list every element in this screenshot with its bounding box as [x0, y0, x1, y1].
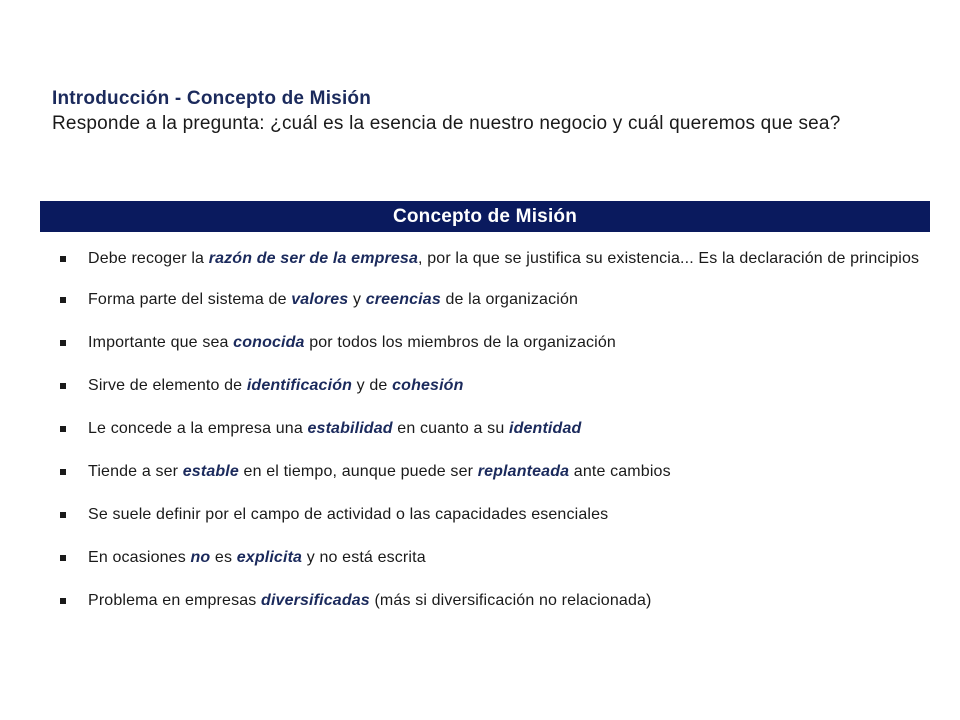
item-text: y de	[352, 377, 393, 394]
emphasized-text: estable	[182, 463, 239, 480]
item-text: en el tiempo, aunque puede ser	[238, 463, 478, 480]
emphasized-text: estabilidad	[307, 420, 393, 437]
list-item	[60, 287, 920, 313]
square-bullet-icon	[60, 297, 66, 303]
emphasized-text: replanteada	[477, 463, 570, 480]
item-text: , por la que se justifica su existencia... Es la declaración de principios	[418, 250, 920, 267]
item-text: Sirve de elemento de	[88, 377, 247, 394]
square-bullet-icon	[60, 512, 66, 518]
list-item	[60, 330, 920, 356]
emphasized-text: cohesión	[392, 377, 464, 394]
list-item	[60, 502, 920, 528]
item-text: y no está escrita	[302, 549, 426, 566]
section-banner: Concepto de Misión	[40, 201, 930, 232]
item-text: En ocasiones	[88, 549, 191, 566]
square-bullet-icon	[60, 256, 66, 262]
emphasized-text: conocida	[233, 334, 305, 351]
item-text: en cuanto a su	[392, 420, 509, 437]
square-bullet-icon	[60, 340, 66, 346]
item-text: ante cambios	[569, 463, 671, 480]
item-text: Problema en empresas	[88, 592, 262, 609]
slide-header	[52, 86, 912, 136]
emphasized-text: razón de ser de la empresa	[208, 250, 419, 267]
item-text: Se suele definir por el campo de actividad o las capacidades esenciales	[88, 506, 609, 523]
slide-title: Introducción - Concepto de Misión	[52, 88, 372, 109]
slide-subtitle: Responde a la pregunta: ¿cuál es la esencia de nuestro negocio y cuál queremos que sea?	[52, 113, 841, 134]
emphasized-text: explicita	[236, 549, 303, 566]
item-text: y	[348, 291, 366, 308]
emphasized-text: diversificadas	[261, 592, 370, 609]
list-item	[60, 545, 920, 571]
square-bullet-icon	[60, 469, 66, 475]
emphasized-text: identidad	[508, 420, 582, 437]
bullet-list	[60, 246, 920, 631]
item-text: Le concede a la empresa una	[88, 420, 308, 437]
list-item	[60, 373, 920, 399]
square-bullet-icon	[60, 383, 66, 389]
list-item	[60, 459, 920, 485]
item-text: (más si diversificación no relacionada)	[369, 592, 652, 609]
square-bullet-icon	[60, 426, 66, 432]
list-item	[60, 416, 920, 442]
emphasized-text: creencias	[365, 291, 441, 308]
item-text: Importante que sea	[88, 334, 234, 351]
emphasized-text: identificación	[246, 377, 353, 394]
square-bullet-icon	[60, 598, 66, 604]
item-text: es	[210, 549, 237, 566]
emphasized-text: no	[190, 549, 211, 566]
emphasized-text: valores	[291, 291, 349, 308]
list-item	[60, 588, 920, 614]
item-text: Forma parte del sistema de	[88, 291, 292, 308]
item-text: Tiende a ser	[88, 463, 183, 480]
square-bullet-icon	[60, 555, 66, 561]
item-text: por todos los miembros de la organización	[304, 334, 616, 351]
item-text: Debe recoger la	[88, 250, 209, 267]
list-item	[60, 246, 920, 272]
item-text: de la organización	[440, 291, 579, 308]
